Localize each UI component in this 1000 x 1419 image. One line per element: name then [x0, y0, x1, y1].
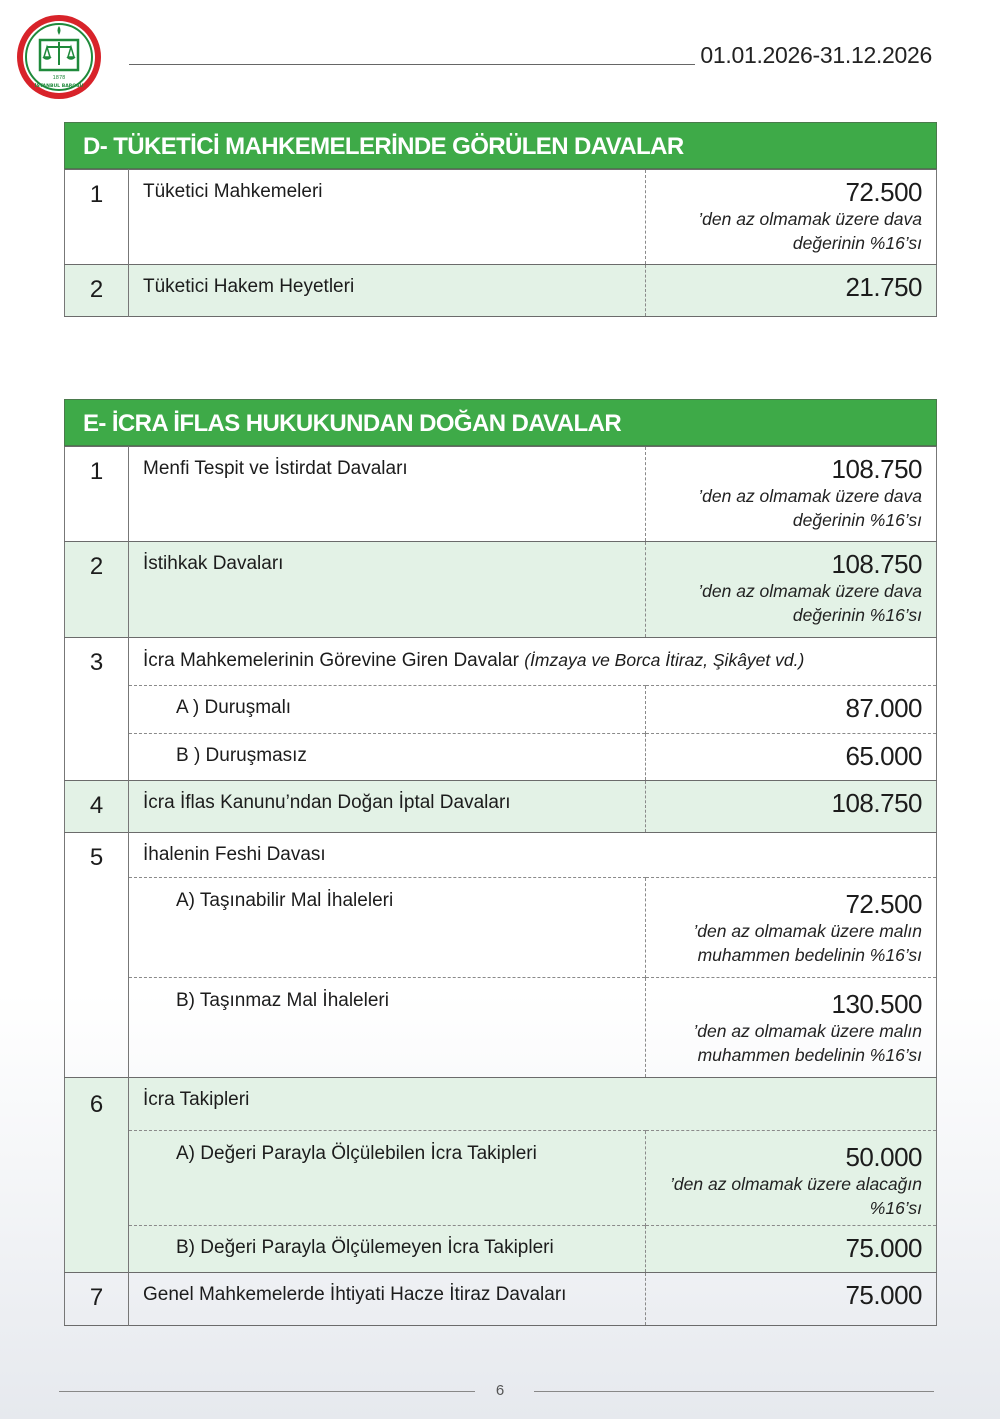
row-fee [646, 447, 937, 542]
row-label: Menfi Tespit ve İstirdat Davaları [129, 447, 646, 542]
table-subrow [65, 878, 937, 978]
row-fee [646, 878, 937, 978]
table-subrow [65, 978, 937, 1078]
fee-amount: 108.750 [831, 549, 922, 579]
subrow-label: B) Taşınmaz Mal İhaleleri [129, 978, 646, 1078]
table-row [65, 638, 937, 686]
subrow-label: B ) Duruşmasız [129, 734, 646, 781]
table-subrow [65, 686, 937, 734]
subrow-label: A) Taşınabilir Mal İhaleleri [129, 878, 646, 978]
header-divider [129, 64, 695, 65]
section-d-table [64, 169, 937, 317]
row-number: 5 [65, 833, 129, 1078]
fee-amount: 21.750 [845, 272, 922, 302]
fee-note: %16’sı [869, 1198, 922, 1218]
page-number: 6 [495, 1382, 505, 1399]
row-label: İstihkak Davaları [129, 542, 646, 638]
subrow-label: B) Değeri Parayla Ölçülemeyen İcra Takipleri [129, 1226, 646, 1273]
row-label-note: (İmzaya ve Borca İtiraz, Şikâyet vd.) [524, 650, 805, 670]
row-label [129, 638, 937, 686]
section-e-table [64, 446, 937, 1326]
row-number: 2 [65, 542, 129, 638]
section-d-title: D- TÜKETİCİ MAHKEMELERİNDE GÖRÜLEN DAVALAR [64, 122, 937, 169]
table-row [65, 781, 937, 833]
fee-note: muhammen bedelinin %16’sı [697, 1045, 922, 1065]
table-row [65, 1273, 937, 1326]
table-row [65, 542, 937, 638]
row-label: Tüketici Hakem Heyetleri [129, 265, 646, 317]
fee-amount: 50.000 [845, 1142, 922, 1172]
row-label: Genel Mahkemelerde İhtiyati Hacze İtiraz Davaları [129, 1273, 646, 1326]
fee-note: ’den az olmamak üzere dava [698, 209, 922, 229]
row-fee [646, 265, 937, 317]
logo-org-name: İSTANBUL BAROSU [34, 84, 84, 89]
fee-amount: 87.000 [845, 693, 922, 723]
subrow-label: A ) Duruşmalı [129, 686, 646, 734]
row-fee [646, 686, 937, 734]
fee-note: ’den az olmamak üzere alacağın [670, 1174, 922, 1194]
fee-amount: 108.750 [831, 788, 922, 818]
row-number: 4 [65, 781, 129, 833]
fee-amount: 72.500 [845, 889, 922, 919]
table-subrow [65, 1226, 937, 1273]
fee-note: muhammen bedelinin %16’sı [697, 945, 922, 965]
section-e-title: E- İCRA İFLAS HUKUKUNDAN DOĞAN DAVALAR [64, 399, 937, 446]
row-label: İcra Takipleri [129, 1078, 937, 1131]
table-subrow [65, 734, 937, 781]
logo-year: 1878 [52, 75, 66, 81]
table-row [65, 170, 937, 265]
row-fee [646, 781, 937, 833]
table-row [65, 1078, 937, 1131]
fee-amount: 75.000 [845, 1233, 922, 1263]
fee-note: ’den az olmamak üzere malın [693, 1021, 922, 1041]
table-row [65, 447, 937, 542]
row-label: Tüketici Mahkemeleri [129, 170, 646, 265]
fee-note: değerinin %16’sı [792, 605, 922, 625]
table-row [65, 265, 937, 317]
fee-amount: 130.500 [831, 989, 922, 1019]
row-fee [646, 978, 937, 1078]
row-number: 6 [65, 1078, 129, 1273]
row-number: 1 [65, 447, 129, 542]
row-fee [646, 542, 937, 638]
fee-amount: 72.500 [845, 177, 922, 207]
section-d [64, 122, 937, 317]
table-subrow [65, 1131, 937, 1226]
row-fee [646, 734, 937, 781]
table-row [65, 833, 937, 878]
row-fee [646, 1131, 937, 1226]
row-fee [646, 1273, 937, 1326]
footer-divider-left [59, 1391, 475, 1392]
fee-note: ’den az olmamak üzere dava [698, 581, 922, 601]
fee-amount: 108.750 [831, 454, 922, 484]
fee-amount: 75.000 [845, 1280, 922, 1310]
row-fee [646, 170, 937, 265]
section-e [64, 399, 937, 1326]
istanbul-barosu-logo [15, 13, 103, 101]
row-number: 7 [65, 1273, 129, 1326]
fee-note: ’den az olmamak üzere dava [698, 486, 922, 506]
subrow-label: A) Değeri Parayla Ölçülebilen İcra Takipleri [129, 1131, 646, 1226]
footer-divider-right [534, 1391, 934, 1392]
fee-note: değerinin %16’sı [792, 510, 922, 530]
row-label: İhalenin Feshi Davası [129, 833, 937, 878]
row-fee [646, 1226, 937, 1273]
row-label: İcra İflas Kanunu’ndan Doğan İptal Davaları [129, 781, 646, 833]
row-number: 2 [65, 265, 129, 317]
fee-note: ’den az olmamak üzere malın [693, 921, 922, 941]
fee-note: değerinin %16’sı [792, 233, 922, 253]
row-number: 3 [65, 638, 129, 781]
row-number: 1 [65, 170, 129, 265]
date-range: 01.01.2026-31.12.2026 [700, 42, 932, 68]
row-label-text: İcra Mahkemelerinin Görevine Giren Davalar [143, 650, 519, 671]
fee-amount: 65.000 [845, 741, 922, 771]
